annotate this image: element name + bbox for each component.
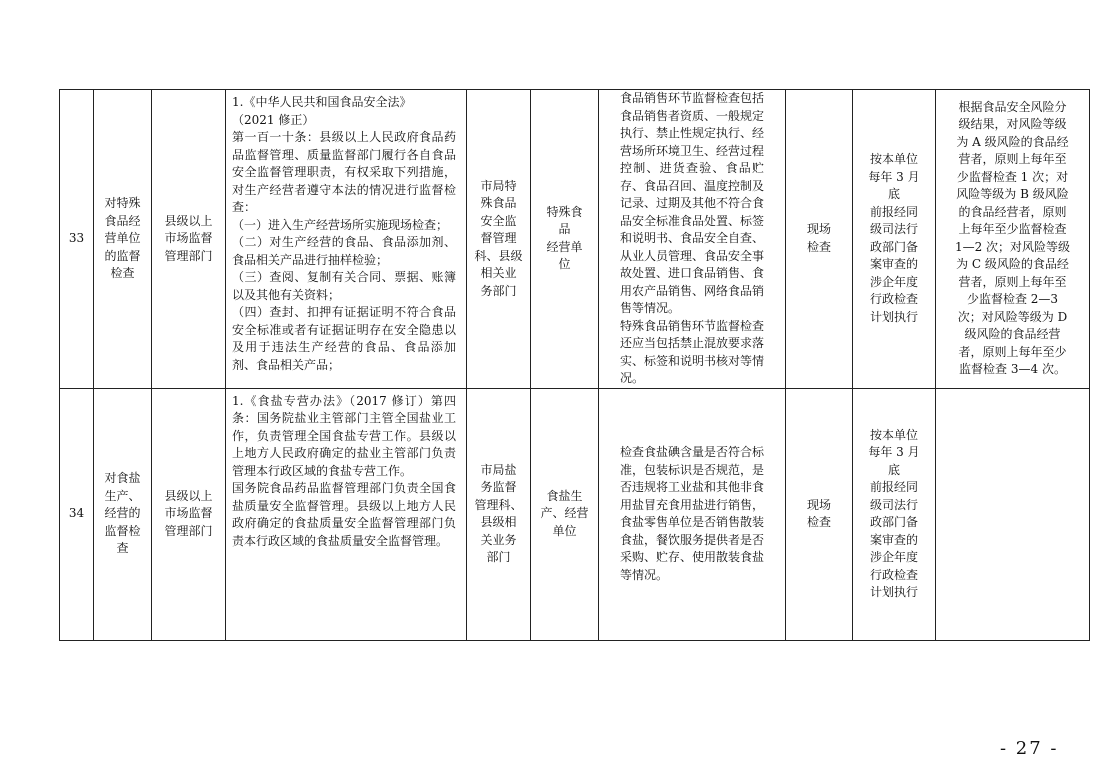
- responsible-department: 县级以上 市场监督 管理部门: [164, 213, 213, 263]
- legal-basis: 1.《食盐专营办法》（2017 修订）第四条：国务院盐业主管部门主管全国盐业工作，负责管理全国食盐专营工作。县级以上地方人民政府确定的盐业主管部门负责管理本行政区域的食盐专营工作。 国务院食品药品监督管理部门负责全国食盐质量安全监督管理。县级以上地方人民政府确定的食盐质量安全监督管理部门负责本行政区域的食盐质量安全监督管理。: [226, 388, 467, 640]
- implementing-unit: 市局特 殊食品 安全监 督管理 科、县级 相关业 务部门: [474, 178, 523, 298]
- responsible-department: 县级以上 市场监督 管理部门: [164, 488, 213, 538]
- inspection-table: [59, 89, 1090, 641]
- page-number: - 27 -: [1000, 738, 1059, 759]
- table-row: [60, 388, 1090, 640]
- inspection-frequency: 按本单位 每年 3 月底 前报经同 级司法行 政部门备 案审查的 涉企年度 行政检查 计划执行: [868, 152, 920, 324]
- inspection-object: 食盐生 产、经营 单位: [540, 488, 589, 538]
- inspection-ratio: 根据食品安全风险分级结果，对风险等级为 A 级风险的食品经营者，原则上每年至少监督检查 1 次；对风险等级为 B 级风险的食品经营者，原则上每年至少监督检查 1—2 次；对风险等级为 C 级风险的食品经营者，原则上每年至少监督检查 2—3 次；对风险等级为 D 级风险的食品经营者，原则上每年至少监督检查 3—4 次。: [954, 99, 1071, 377]
- inspection-content: 食品销售环节监督检查包括食品销售者资质、一般规定执行、禁止性规定执行、经营场所环境卫生、经营过程控制、进货查验、食品贮存、食品召回、温度控制及记录、过期及其他不符合食品安全标准食品处置、标签和说明书、食品安全自查、从业人员管理、食品安全事故处置、进口食品销售、食用农产品销售、网络食品销售等情况。 特殊食品销售环节监督检查还应当包括禁止混放要求落实、标签和说明书核对等情况。: [620, 91, 765, 385]
- inspection-item: 对食盐 生产、 经营的 监督检 查: [104, 471, 141, 556]
- row-number: 34: [60, 388, 94, 640]
- implementing-unit: 市局盐 务监督 管理科、 县级相 关业务 部门: [474, 462, 523, 564]
- legal-basis: 1.《中华人民共和国食品安全法》 （2021 修正） 第一百一十条：县级以上人民政府食品药品监督管理、质量监督部门履行各自食品安全监督管理职责，有权采取下列措施，对生产经营者遵守本法的情况进行监督检查： （一）进入生产经营场所实施现场检查； （二）对生产经营的食品、食品添加剂、食品相关产品进行抽样检验； （三）查阅、复制有关合同、票据、账簿以及其他有关资料； （四）查封、扣押有证据证明不符合食品安全标准或者有证据证明存在安全隐患以及用于违法生产经营的食品、食品添加剂、食品相关产品；: [226, 90, 467, 389]
- inspection-item: 对特殊 食品经 营单位 的监督 检查: [104, 196, 141, 280]
- inspection-method: 现场 检查: [786, 388, 853, 640]
- table-row: [60, 90, 1090, 389]
- inspection-content: 检查食盐碘含量是否符合标准，包装标识是否规范，是否违规将工业盐和其他非食用盐冒充食用盐进行销售，食盐零售单位是否销售散装食盐，餐饮服务提供者是否采购、贮存、使用散装食盐等情况。: [620, 445, 765, 582]
- inspection-frequency: 按本单位 每年 3 月底 前报经同 级司法行 政部门备 案审查的 涉企年度 行政检查 计划执行: [868, 427, 920, 599]
- inspection-method: 现场 检查: [786, 90, 853, 389]
- row-number: 33: [60, 90, 94, 389]
- inspection-object: 特殊食 品 经营单 位: [546, 204, 583, 272]
